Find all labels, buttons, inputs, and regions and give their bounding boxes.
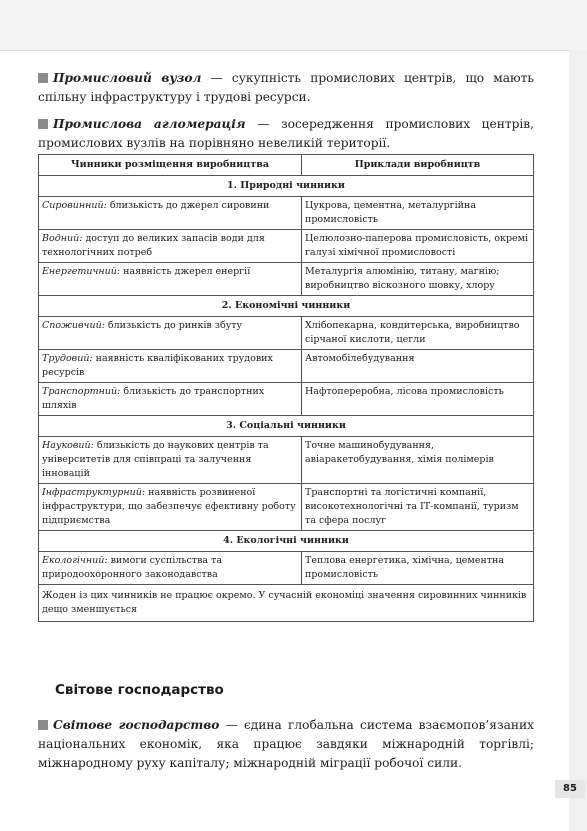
examples-cell: Металургія алюмінію, титану, магнію; виробництво віскозного шовку, хлору bbox=[302, 263, 534, 296]
definition-text: — єдина глобальна система взаємопов’язаних національних економік, яка працює завдяки міжнародній торгівлі; міжнародному руху капіталу; міжнародній міграції робочої сили. bbox=[38, 718, 534, 770]
factor-cell bbox=[39, 552, 302, 585]
table-group-row bbox=[39, 176, 534, 197]
table-row bbox=[39, 350, 534, 383]
table-row bbox=[39, 484, 534, 531]
column-header-examples: Приклади виробництв bbox=[302, 155, 534, 176]
table-note: Жоден із цих чинників не працює окремо. У сучасній економіці значення сировинних чинників дещо зменшується bbox=[39, 585, 534, 622]
factor-description: вимоги суспільства та природоохоронного законодавства bbox=[42, 555, 223, 580]
examples-cell: Целюлозно-паперова промисловість, окремі галузі хімічної промисловості bbox=[302, 230, 534, 263]
factor-cell bbox=[39, 484, 302, 531]
factor-description: наявність розвиненої інфраструктури, що забезпечує ефективну роботу підприємства bbox=[42, 487, 296, 526]
definition-industrial-node bbox=[38, 69, 534, 107]
factor-name: Водний: bbox=[42, 233, 83, 244]
table-group-row bbox=[39, 531, 534, 552]
table-note-row bbox=[39, 585, 534, 622]
factor-cell bbox=[39, 230, 302, 263]
definition-marker-icon bbox=[38, 720, 48, 730]
examples-cell: Теплова енергетика, хімічна, цементна промисловість bbox=[302, 552, 534, 585]
factor-name: Енергетичний: bbox=[42, 266, 121, 277]
factor-cell bbox=[39, 263, 302, 296]
factor-name: Транспортний: bbox=[42, 386, 121, 397]
definition-world-economy bbox=[38, 716, 534, 773]
table-row bbox=[39, 263, 534, 296]
definition-marker-icon bbox=[38, 73, 48, 83]
factor-name: Сировинний: bbox=[42, 200, 107, 211]
definition-term: Промислова агломерація bbox=[53, 117, 246, 131]
table-row bbox=[39, 317, 534, 350]
factor-cell bbox=[39, 197, 302, 230]
factor-description: доступ до великих запасів води для технологічних потреб bbox=[42, 233, 265, 258]
factor-name: Трудовий: bbox=[42, 353, 93, 364]
factor-description: близькість до джерел сировини bbox=[106, 200, 270, 211]
factor-description: наявність кваліфікованих трудових ресурсів bbox=[42, 353, 273, 378]
definition-text: — сукупність промислових центрів, що мають спільну інфраструктуру і трудові ресурси. bbox=[38, 71, 534, 104]
section-heading: Світове господарство bbox=[55, 682, 224, 698]
group-title: 3. Соціальні чинники bbox=[39, 416, 534, 437]
examples-cell: Транспортні та логістичні компанії, високотехнологічні та ІТ-компанії, туризм та сфера послуг bbox=[302, 484, 534, 531]
group-title: 2. Економічні чинники bbox=[39, 296, 534, 317]
definition-term: Світове господарство bbox=[53, 718, 220, 732]
column-header-factors: Чинники розміщення виробництва bbox=[39, 155, 302, 176]
factor-cell bbox=[39, 317, 302, 350]
table-row bbox=[39, 552, 534, 585]
examples-cell: Нафтопереробна, лісова промисловість bbox=[302, 383, 534, 416]
factor-name: Споживчий: bbox=[42, 320, 105, 331]
factor-name: Інфраструктурний: bbox=[42, 487, 146, 498]
definition-term: Промисловий вузол bbox=[53, 71, 202, 85]
page-top-band bbox=[0, 0, 587, 51]
definition-marker-icon bbox=[38, 119, 48, 129]
factor-name: Екологічний: bbox=[42, 555, 108, 566]
page-number: 85 bbox=[555, 780, 585, 798]
factor-cell bbox=[39, 383, 302, 416]
table-row bbox=[39, 437, 534, 484]
examples-cell: Цукрова, цементна, металургійна промисловість bbox=[302, 197, 534, 230]
table-row bbox=[39, 197, 534, 230]
factor-description: близькість до транспортних шляхів bbox=[42, 386, 265, 411]
factor-cell bbox=[39, 350, 302, 383]
factor-description: близькість до ринків збуту bbox=[104, 320, 243, 331]
table-group-row bbox=[39, 416, 534, 437]
group-title: 4. Екологічні чинники bbox=[39, 531, 534, 552]
table-row bbox=[39, 383, 534, 416]
table-header-row bbox=[39, 155, 534, 176]
page-side-strip bbox=[569, 50, 587, 831]
table-group-row bbox=[39, 296, 534, 317]
examples-cell: Автомобілебудування bbox=[302, 350, 534, 383]
examples-cell: Точне машинобудування, авіаракетобудування, хімія полімерів bbox=[302, 437, 534, 484]
definition-text: — зосередження промислових центрів, промислових вузлів на порівняно невеликій території. bbox=[38, 117, 534, 150]
group-title: 1. Природні чинники bbox=[39, 176, 534, 197]
definition-industrial-agglomeration bbox=[38, 115, 534, 153]
factor-name: Науковий: bbox=[42, 440, 94, 451]
examples-cell: Хлібопекарна, кондитерська, виробництво сірчаної кислоти, цегли bbox=[302, 317, 534, 350]
factor-description: близькість до наукових центрів та університетів для співпраці та залучення інновацій bbox=[42, 440, 269, 479]
factor-description: наявність джерел енергії bbox=[120, 266, 251, 277]
factor-cell bbox=[39, 437, 302, 484]
table-row bbox=[39, 230, 534, 263]
placement-factors-table bbox=[38, 154, 534, 622]
